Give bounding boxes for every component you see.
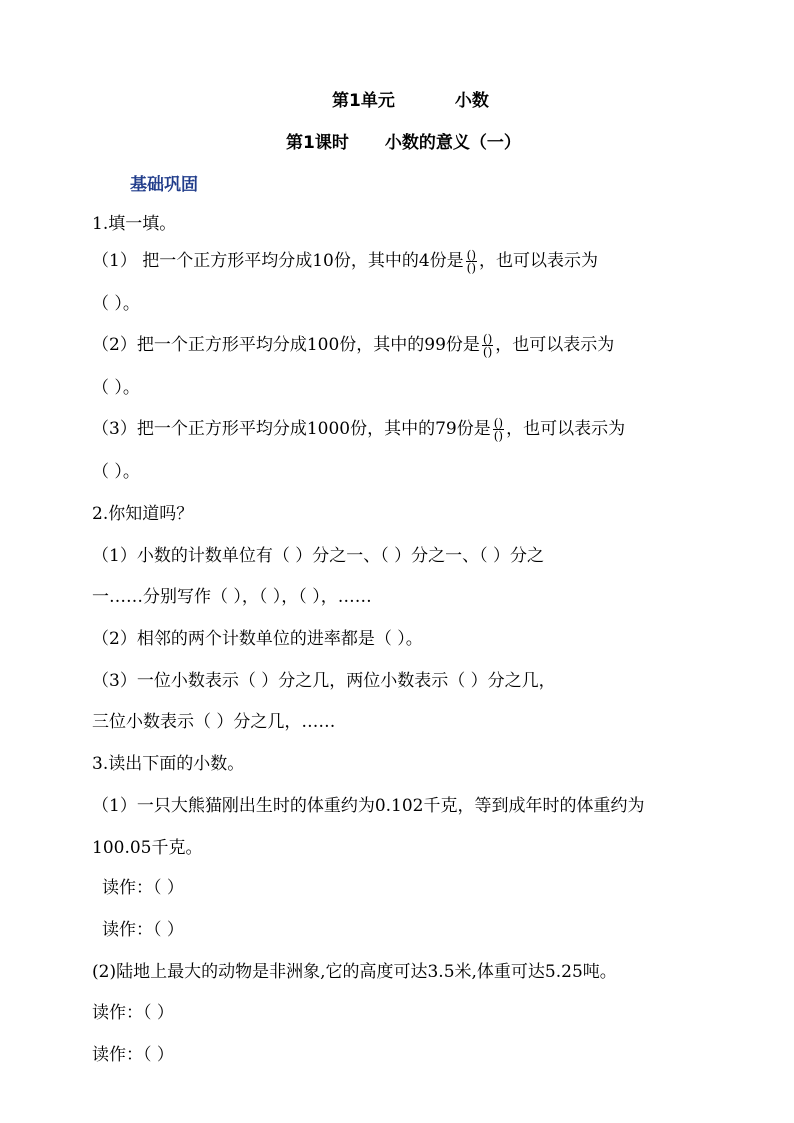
q2-line[interactable]: （1）小数的计数单位有（ ）分之一、（ ）分之一、（ ）分之 (92, 546, 545, 566)
unit-title (332, 86, 489, 111)
q2-line[interactable]: （3）一位小数表示（ ）分之几，两位小数表示（ ）分之几， (92, 671, 556, 691)
unit-name: 小数 (454, 91, 489, 111)
q3-read-answer[interactable]: 读作：（ ） (102, 920, 184, 940)
q1-item-2-answer[interactable]: （ ）。 (92, 378, 140, 398)
lesson-title (286, 128, 521, 153)
q1-item-3: （3）把一个正方形平均分成1000份，其中的79份是 $\frac{()}{()}$ ，也可以表示为 (92, 416, 626, 443)
q3-line: (2)陆地上最大的动物是非洲象,它的高度可达3.5米,体重可达5.25吨。 (92, 962, 617, 982)
q1-item-1: （1） 把一个正方形平均分成10份，其中的4份是 $\frac{()}{()}$ ，也可以表示为 (92, 248, 599, 275)
q3-line: 100.05千克。 (92, 838, 203, 858)
q1-item-2: （2）把一个正方形平均分成100份，其中的99份是 $\frac{()}{()}$ ，也可以表示为 (92, 332, 615, 359)
lesson-name: 小数的意义（一） (384, 133, 521, 153)
q3-read-answer[interactable]: 读作：（ ） (92, 1003, 174, 1023)
unit-label: 第1单元 (332, 91, 395, 111)
q3-title: 3.读出下面的小数。 (92, 754, 245, 774)
q2-line[interactable]: 一……分别写作（ ），（ ），（ ），…… (92, 587, 372, 607)
fraction-blank[interactable]: $\frac{()}{()}$ (493, 416, 504, 443)
lesson-label: 第1课时 (286, 133, 349, 153)
q2-title: 2.你知道吗？ (92, 504, 194, 524)
q1-item-1-answer[interactable]: （ ）。 (92, 294, 140, 314)
q1-title: 1.填一填。 (92, 214, 177, 234)
fraction-blank[interactable]: $\frac{()}{()}$ (482, 332, 493, 359)
section-title: 基础巩固 (130, 175, 198, 195)
fraction-blank[interactable]: $\frac{()}{()}$ (466, 248, 477, 275)
q3-read-answer[interactable]: 读作：（ ） (92, 1045, 174, 1065)
q3-line: （1）一只大熊猫刚出生时的体重约为0.102千克，等到成年时的体重约为 (92, 796, 645, 816)
q2-line[interactable]: （2）相邻的两个计数单位的进率都是（ ）。 (92, 629, 423, 649)
q3-read-answer[interactable]: 读作：（ ） (102, 878, 184, 898)
q2-line[interactable]: 三位小数表示（ ）分之几，…… (92, 712, 336, 732)
q1-item-3-answer[interactable]: （ ）。 (92, 462, 140, 482)
